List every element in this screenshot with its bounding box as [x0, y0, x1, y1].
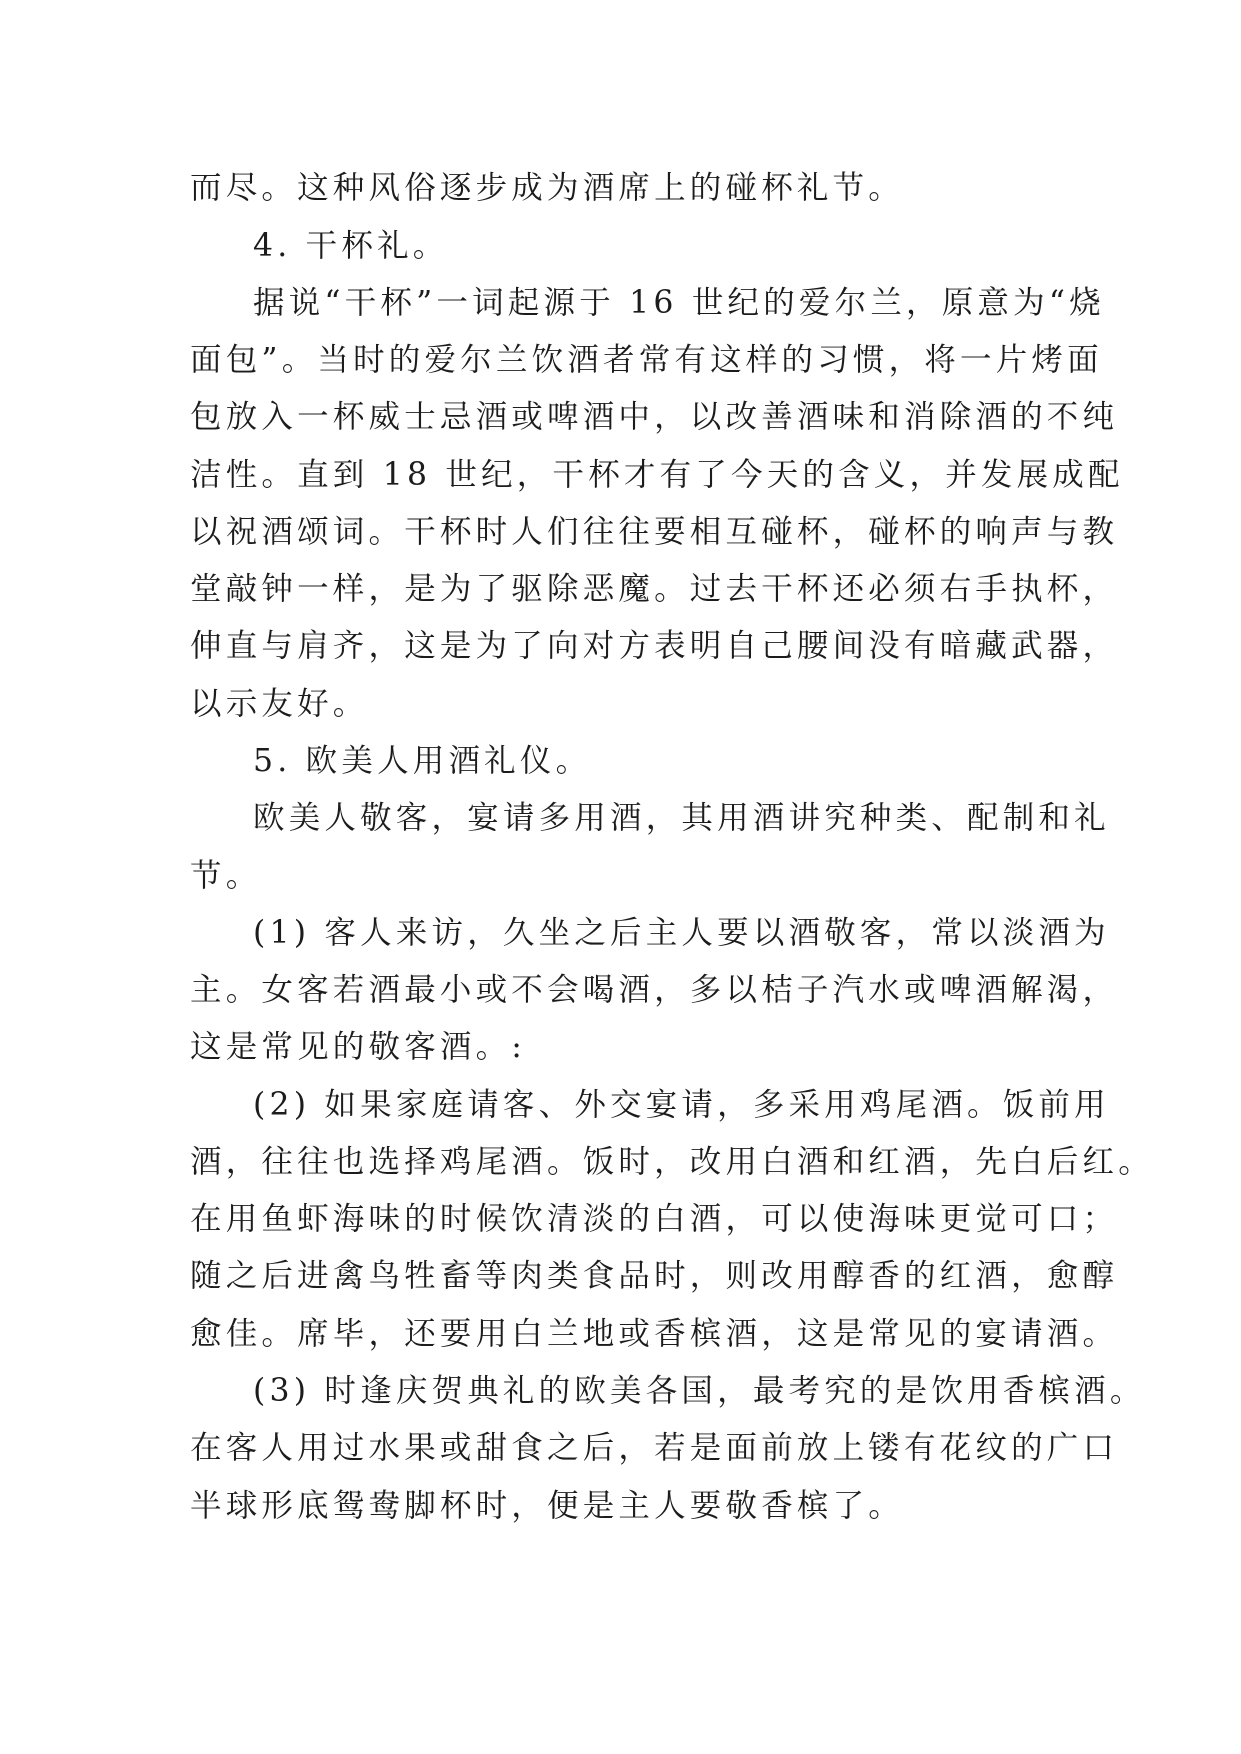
- text-line: 欧美人敬客，宴请多用酒，其用酒讲究种类、配制和礼: [253, 800, 1110, 836]
- text-line: 伸直与肩齐，这是为了向对方表明自己腰间没有暗藏武器，: [190, 628, 1119, 664]
- text-line: (3) 时逢庆贺典礼的欧美各国，最考究的是饮用香槟酒。: [253, 1373, 1146, 1409]
- text-line: 据说“干杯”一词起源于 16 世纪的爱尔兰，原意为“烧: [253, 285, 1105, 321]
- section-heading: 4. 干杯礼。: [253, 228, 449, 264]
- text-line: 洁性。直到 18 世纪，干杯才有了今天的含义，并发展成配: [190, 457, 1124, 493]
- text-line: 以祝酒颂词。干杯时人们往往要相互碰杯，碰杯的响声与教: [190, 514, 1119, 550]
- text-line: 这是常见的敬客酒。:: [190, 1029, 527, 1065]
- section-heading: 5. 欧美人用酒礼仪。: [253, 743, 592, 779]
- text-line: 酒，往往也选择鸡尾酒。饭时，改用白酒和红酒，先白后红。: [190, 1144, 1154, 1180]
- text-line: (2) 如果家庭请客、外交宴请，多采用鸡尾酒。饭前用: [253, 1087, 1110, 1123]
- text-line: 主。女客若酒最小或不会喝酒，多以桔子汽水或啤酒解渴，: [190, 972, 1119, 1008]
- text-line: 以示友好。: [190, 686, 369, 722]
- text-line: 面包”。当时的爱尔兰饮酒者常有这样的习惯，将一片烤面: [190, 342, 1103, 378]
- text-line: 堂敲钟一样，是为了驱除恶魔。过去干杯还必须右手执杯，: [190, 571, 1119, 607]
- text-line: 而尽。这种风俗逐步成为酒席上的碰杯礼节。: [190, 170, 905, 206]
- text-line: 节。: [190, 858, 262, 894]
- text-line: 包放入一杯威士忌酒或啤酒中，以改善酒味和消除酒的不纯: [190, 399, 1119, 435]
- text-line: (1) 客人来访，久坐之后主人要以酒敬客，常以淡酒为: [253, 915, 1110, 951]
- text-line: 半球形底鸳鸯脚杯时，便是主人要敬香槟了。: [190, 1488, 905, 1524]
- text-line: 在用鱼虾海味的时候饮清淡的白酒，可以使海味更觉可口；: [190, 1201, 1119, 1237]
- text-line: 随之后进禽鸟牲畜等肉类食品时，则改用醇香的红酒，愈醇: [190, 1258, 1119, 1294]
- text-line: 在客人用过水果或甜食之后，若是面前放上镂有花纹的广口: [190, 1430, 1119, 1466]
- text-line: 愈佳。席毕，还要用白兰地或香槟酒，这是常见的宴请酒。: [190, 1316, 1119, 1352]
